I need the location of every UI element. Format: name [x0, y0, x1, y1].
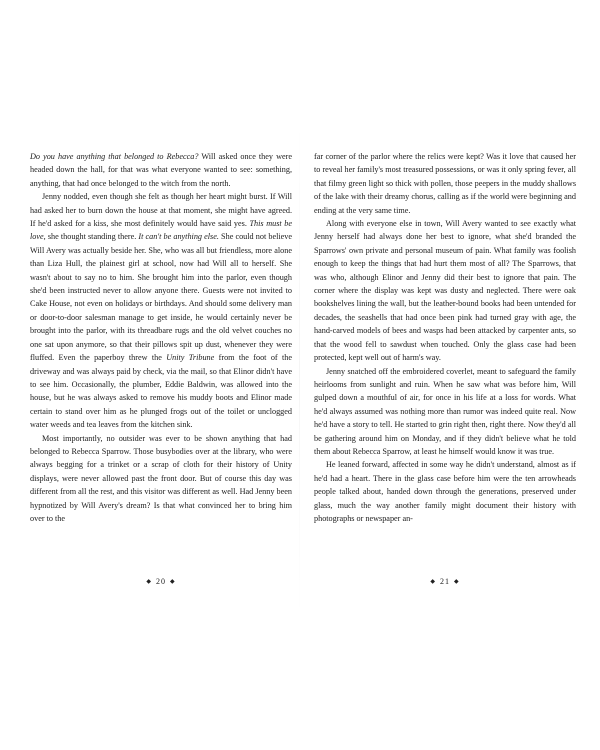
page-number-left: ◆ 20 ◆ [146, 577, 176, 586]
paragraph: Jenny nodded, even though she felt as though her heart might burst. If Will had asked her to burn down the house at that moment, she might have agreed. If he'd asked for a kiss, she most definitely would have said yes. This must be love, she thought standing there. It can't be anything else. She could not believe Will Avery was actually beside her. She, who was all but friendless, more alone than Liza Hull, the plainest girl at school, now had Will all to herself. She wasn't about to say no to him. She brought him into the parlor, even though she'd been instructed never to allow anyone there. Guests were not invited to Cake House, not even on holidays or birthdays. And should some delivery man or door-to-door salesman manage to get inside, he would certainly never be brought into the parlor, with its threadbare rugs and the old velvet couches no one sat upon anymore, so that their pillows spit up dust, whenever they were fluffed. Even the paperboy threw the Unity Tribune from the foot of the driveway and was always paid by check, via the mail, so that Elinor didn't have to see him. Occasionally, the plumber, Eddie Baldwin, was allowed into the house, but he was always asked to remove his muddy boots and Elinor made certain to stand over him as he plunged frogs out of the toilet or unclogged water weeds and tea leaves from the kitchen sink. [30, 192, 292, 430]
paragraph: Along with everyone else in town, Will Avery wanted to see exactly what Jenny herself had always done her best to ignore, what she'd branded the Sparrows' own private and personal museum of pain. What family was foolish enough to keep the things that had hurt them most of all? The Sparrows, that was who, although Elinor and Jenny did their best to ignore that pain. The corner where the display was kept was dusty and neglected. There were oak bookshelves lining the wall, but the leather-bound books had been untended for decades, the seashells that had once been pink had turned gray with age, the hand-carved models of bees and wasps had been attacked by carpenter ants, so that the wood fell to sawdust when touched. Only the glass case had been protected, kept well out of harm's way. [314, 219, 576, 363]
book-gutter [299, 120, 300, 620]
italic-thought: It can't be anything else. [138, 232, 219, 242]
ornament-icon: ◆ [146, 579, 152, 585]
paragraph: Jenny snatched off the embroidered coverlet, meant to safeguard the family heirlooms from sunlight and ruin. When he saw what was before him, Will gulped down a mouthful of air, for once in his life at a loss for words. What he'd always assumed was nothing more than rumor was indeed quite real. Now he'd have a story to tell. He started to grin right then, right there. Now they'd all be gathering around him on Monday, and if they didn't believe what he told them about Rebecca Sparrow, at least he himself would know it was true. [314, 366, 576, 456]
italic-thought: This must be love, [30, 219, 292, 242]
ornament-icon: ◆ [454, 579, 460, 585]
paragraph: Most importantly, no outsider was ever to be shown anything that had belonged to Rebecca Sparrow. Those busybodies over at the library, who were always begging for a trinket or a scrap of cloth for their history of Unity displays, were never allowed past the front door. But of course this day was different from all the rest, and this visitor was different as well. Had Jenny been hypnotized by Will Avery's dream? Is that what convinced her to bring him over to the [30, 433, 292, 523]
italic-dialogue: Do you have anything that belonged to Rebecca? [30, 152, 199, 161]
paragraph: He leaned forward, affected in some way he didn't understand, almost as if he'd had a heart. There in the glass case before him were the ten arrowheads people talked about, handed down through the generations, preserved under glass, much the way another family might document their history with photographs or newspaper an- [314, 460, 576, 523]
page-number-right: ◆ 21 ◆ [430, 577, 460, 586]
paragraph: far corner of the parlor where the relics were kept? Was it love that caused her to reveal her family's most treasured possessions, or was it only spring fever, all that filmy green light so thick with pollen, those peepers in the muddy shallows of the lake with their dreamy chorus, calling as if the world were beginning and ending at the very same time. [314, 152, 576, 215]
left-page [30, 150, 292, 525]
right-page [314, 150, 576, 525]
newspaper-title: Unity Tribune [166, 353, 215, 363]
ornament-icon: ◆ [430, 579, 436, 585]
paragraph: Do you have anything that belonged to Rebecca? Will asked once they were headed down the hall, for that was what everyone wanted to see: something, anything, that had once belonged to the witch from the north. [30, 152, 292, 188]
ornament-icon: ◆ [170, 579, 176, 585]
